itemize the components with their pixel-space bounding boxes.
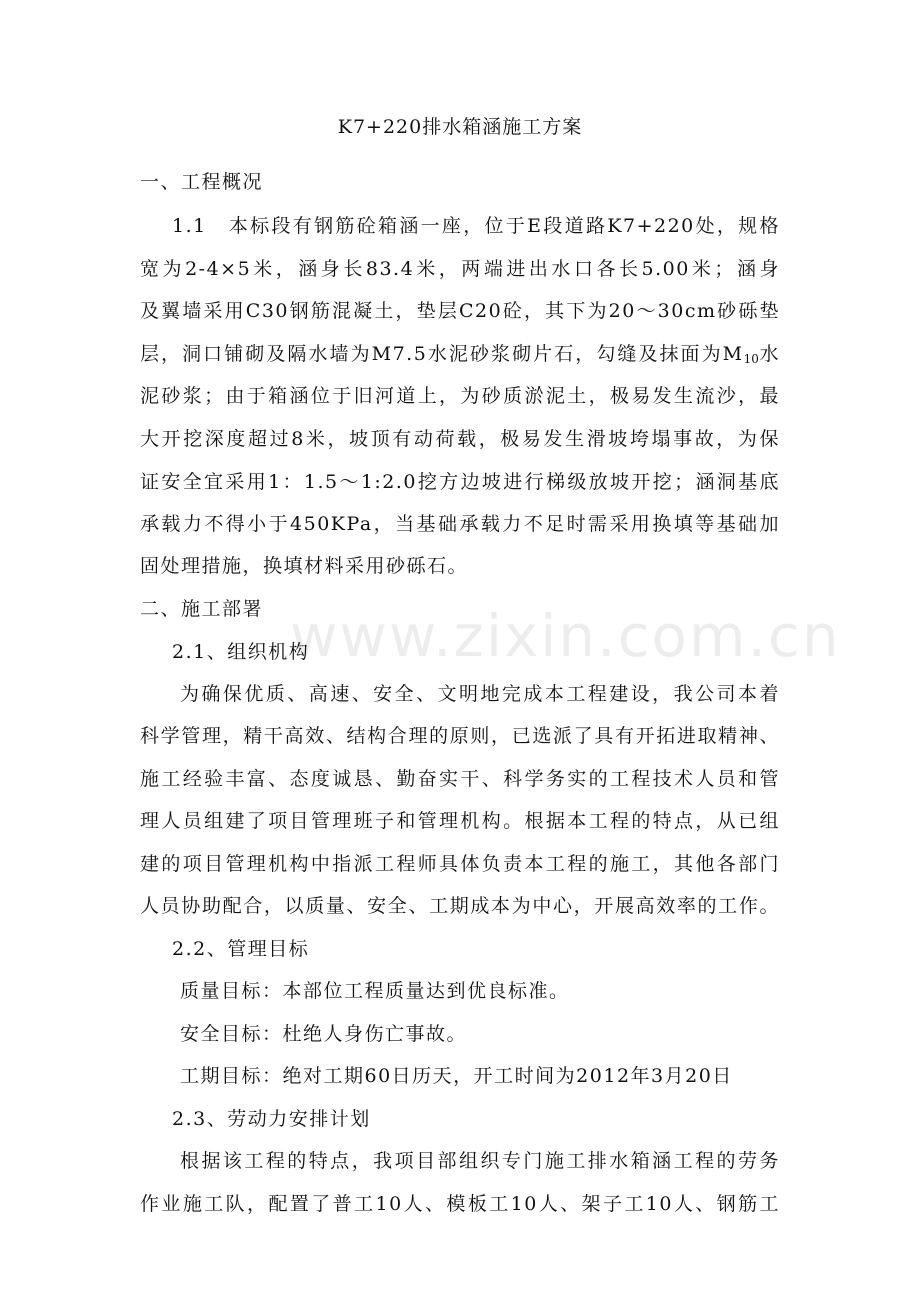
paragraph-line: 作业施工队，配置了普工10人、模板工10人、架子工10人、钢筋工 (140, 1193, 780, 1215)
subsection-2-3-heading: 2.3、劳动力安排计划 (172, 1108, 371, 1130)
paragraph-line: 施工经验丰富、态度诚恳、勤奋实干、科学务实的工程技术人员和管 (140, 768, 780, 790)
schedule-target: 工期目标：绝对工期60日历天，开工时间为2012年3月20日 (180, 1065, 733, 1087)
subsection-2-2-heading: 2.2、管理目标 (172, 938, 310, 960)
paragraph-text: 层，洞口铺砌及隔水墙为M7.5水泥砂浆砌片石，勾缝及抹面为M (140, 343, 744, 365)
document-title: K7+220排水箱涵施工方案 (337, 116, 583, 138)
paragraph-line: 宽为2-4×5米，涵身长83.4米，两端进出水口各长5.00米；涵身 (140, 258, 780, 280)
subscript-text: 10 (743, 352, 759, 366)
paragraph-line: 建的项目管理机构中指派工程师具体负责本工程的施工，其他各部门 (140, 853, 780, 875)
paragraph-line: 证安全宜采用1：1.5～1:2.0挖方边坡进行梯级放坡开挖；涵洞基底 (140, 471, 780, 493)
paragraph-line: 泥砂浆；由于箱涵位于旧河道上，为砂质淤泥土，极易发生流沙，最 (140, 385, 780, 407)
section-2-heading: 二、施工部署 (140, 598, 264, 620)
safety-target: 安全目标：杜绝人身伤亡事故。 (180, 1023, 468, 1045)
section-1-heading: 一、工程概况 (140, 171, 264, 193)
paragraph-line: 承载力不得小于450KPa，当基础承载力不足时需采用换填等基础加 (140, 513, 780, 535)
subsection-2-1-heading: 2.1、组织机构 (172, 641, 310, 663)
paragraph-line (140, 340, 780, 373)
paragraph-line: 1.1 本标段有钢筋砼箱涵一座，位于E段道路K7+220处，规格 (172, 215, 780, 237)
paragraph-text: 水 (758, 343, 780, 365)
paragraph-line: 科学管理，精干高效、结构合理的原则，已选派了具有开拓进取精神、 (140, 725, 780, 747)
paragraph-line: 根据该工程的特点，我项目部组织专门施工排水箱涵工程的劳务 (180, 1150, 780, 1172)
paragraph-line: 大开挖深度超过8米，坡顶有动荷载，极易发生滑坡垮塌事故，为保 (140, 428, 780, 450)
paragraph-line: 为确保优质、高速、安全、文明地完成本工程建设，我公司本着 (180, 683, 780, 705)
paragraph-line: 固处理措施，换填材料采用砂砾石。 (140, 555, 469, 577)
paragraph-line: 理人员组建了项目管理班子和管理机构。根据本工程的特点，从已组 (140, 810, 780, 832)
watermark: www.zixin.com.cn (290, 602, 841, 670)
paragraph-line: 人员协助配合，以质量、安全、工期成本为中心，开展高效率的工作。 (140, 895, 780, 917)
paragraph-line: 及翼墙采用C30钢筋混凝土，垫层C20砼，其下为20～30cm砂砾垫 (140, 300, 780, 322)
quality-target: 质量目标：本部位工程质量达到优良标准。 (180, 980, 570, 1002)
